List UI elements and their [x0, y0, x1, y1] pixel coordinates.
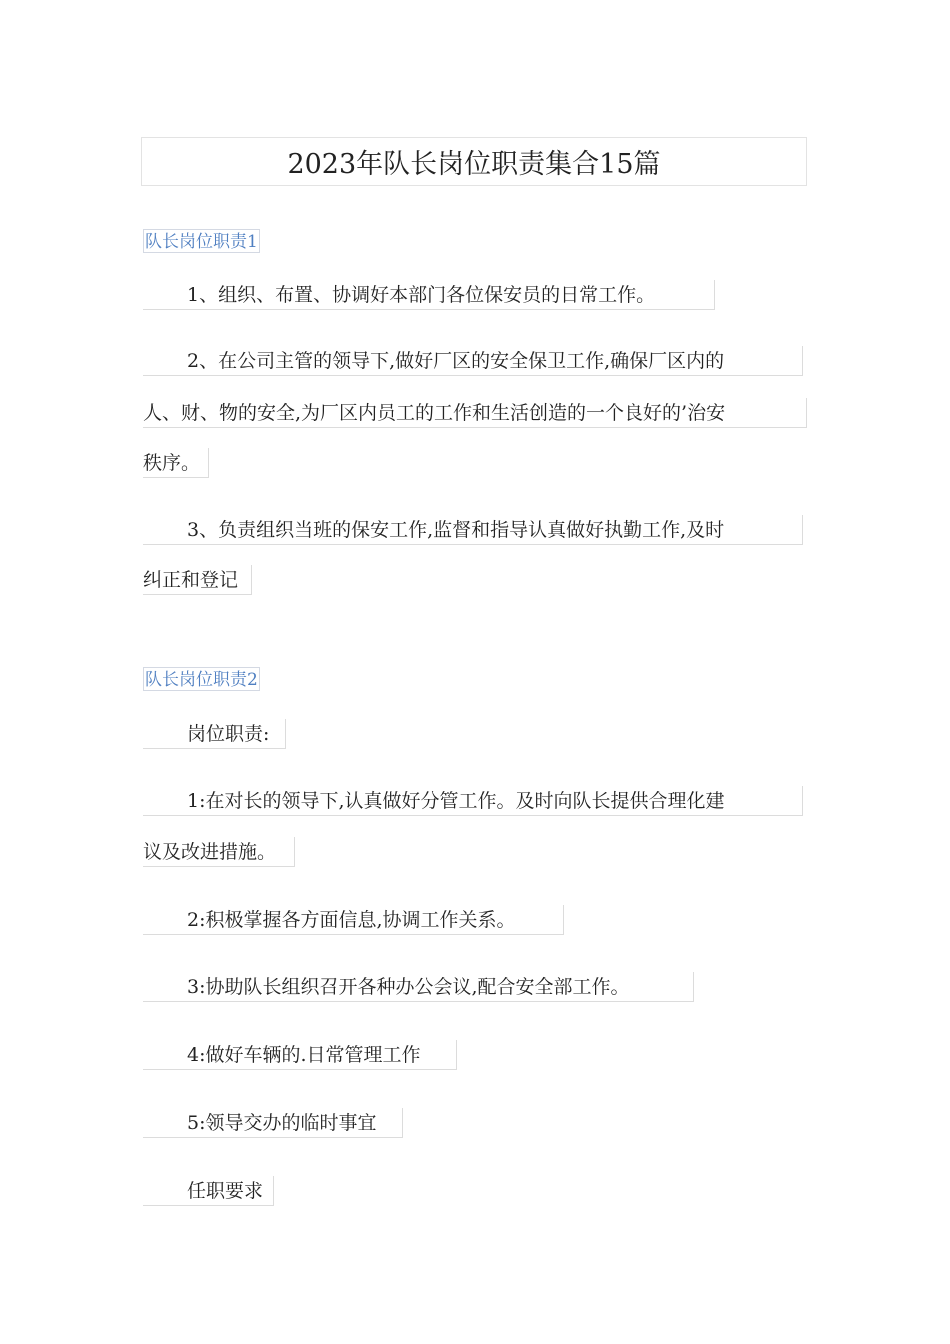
section-heading-2: 队长岗位职责2 [143, 667, 260, 691]
paragraph-line: 秩序。 [143, 448, 209, 478]
paragraph-line: 1、组织、布置、协调好本部门各位保安员的日常工作。 [143, 280, 715, 310]
paragraph-line: 3、负责组织当班的保安工作,监督和指导认真做好执勤工作,及时 [143, 515, 803, 545]
paragraph-line: 任职要求 [143, 1176, 274, 1206]
paragraph-line: 议及改进措施。 [143, 837, 295, 867]
section-heading-1: 队长岗位职责1 [143, 229, 260, 253]
paragraph-line: 3:协助队长组织召开各种办公会议,配合安全部工作。 [143, 972, 694, 1002]
document-title: 2023年队长岗位职责集合15篇 [141, 137, 807, 186]
paragraph-line: 5:领导交办的临时事宜 [143, 1108, 403, 1138]
paragraph-line: 4:做好车辆的.日常管理工作 [143, 1040, 457, 1070]
paragraph-line: 2:积极掌握各方面信息,协调工作关系。 [143, 905, 564, 935]
paragraph-line: 纠正和登记 [143, 565, 252, 595]
paragraph-line: 岗位职责: [143, 719, 286, 749]
paragraph-line: 1:在对长的领导下,认真做好分管工作。及时向队长提供合理化建 [143, 786, 803, 816]
paragraph-line: 人、财、物的安全,为厂区内员工的工作和生活创造的一个良好的’治安 [143, 398, 807, 428]
paragraph-line: 2、在公司主管的领导下,做好厂区的安全保卫工作,确保厂区内的 [143, 346, 803, 376]
